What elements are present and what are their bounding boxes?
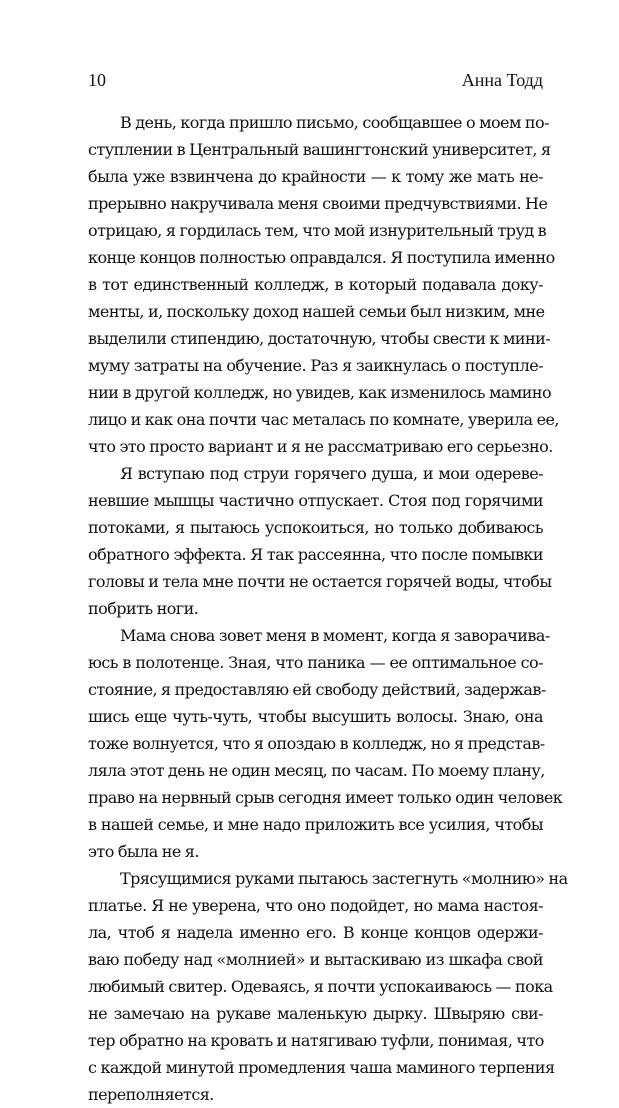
text-line: В день, когда пришло письмо, сообщавшее о моем по-	[120, 113, 549, 132]
text-line: право на нервный срыв сегодня имеет только один человек	[88, 788, 563, 807]
paragraph	[88, 865, 568, 1108]
running-header	[88, 68, 543, 92]
text-line: ваю победу над «молнией» и вытаскиваю из шкафа свой	[88, 950, 543, 969]
text-line: шись еще чуть-чуть, чтобы высушить волосы. Знаю, она	[88, 707, 543, 726]
text-line: юсь в полотенце. Зная, что паника — ее оптимальное со-	[88, 653, 543, 672]
paragraph	[88, 622, 563, 865]
body-text	[88, 109, 568, 1108]
text-line: это была не я.	[88, 842, 199, 861]
text-line: переполняется.	[88, 1085, 214, 1104]
text-line: конце концов полностью оправдался. Я поступила именно	[88, 248, 555, 267]
text-line: Мама снова зовет меня в момент, когда я заворачива-	[120, 626, 550, 645]
text-line: ляла этот день не один месяц, по часам. По моему плану,	[88, 761, 545, 780]
text-line: была уже взвинчена до крайности — к тому же мать не-	[88, 167, 543, 186]
text-line: менты, и, поскольку доход нашей семьи был низким, мне	[88, 302, 545, 321]
text-line: платье. Я не уверена, что оно подойдет, но мама настоя-	[88, 896, 543, 915]
text-line: муму затраты на обучение. Раз я заикнулась о поступле-	[88, 356, 543, 375]
paragraph	[88, 460, 552, 622]
text-line: прерывно накручивала меня своими предчувствиями. Не	[88, 194, 548, 213]
text-line: в тот единственный колледж, в который подавала доку-	[88, 275, 543, 294]
text-line: побрить ноги.	[88, 599, 199, 618]
paragraph	[88, 109, 559, 460]
text-line: тер обратно на кровать и натягиваю туфли, понимая, что	[88, 1031, 544, 1050]
text-line: потоками, я пытаюсь успокоиться, но только добиваюсь	[88, 518, 543, 537]
text-line: обратного эффекта. Я так рассеянна, что после помывки	[88, 545, 543, 564]
page-number: 10	[88, 70, 106, 90]
text-line: с каждой минутой промедления чаша маминого терпения	[88, 1058, 555, 1077]
text-line: невшие мышцы частично отпускает. Стоя под горячими	[88, 491, 543, 510]
text-line: ла, чтоб я надела именно его. В конце концов одержи-	[88, 923, 543, 942]
text-line: Трясущимися руками пытаюсь застегнуть «молнию» на	[120, 869, 568, 888]
text-line: любимый свитер. Одеваясь, я почти успокаиваюсь — пока	[88, 977, 553, 996]
text-line: Я вступаю под струи горячего душа, и мои одереве-	[120, 464, 543, 483]
text-line: в нашей семье, и мне надо приложить все усилия, чтобы	[88, 815, 543, 834]
text-line: что это просто вариант и я не рассматриваю его серьезно.	[88, 437, 553, 456]
text-line: тоже волнуется, что я опоздаю в колледж, но я представ-	[88, 734, 545, 753]
text-line: выделили стипендию, достаточную, чтобы свести к мини-	[88, 329, 551, 348]
text-line: стояние, я предоставляю ей свободу действий, задержав-	[88, 680, 546, 699]
author-name: Анна Тодд	[461, 70, 543, 90]
text-line: головы и тела мне почти не остается горячей воды, чтобы	[88, 572, 552, 591]
text-line: ступлении в Центральный вашингтонский университет, я	[88, 140, 551, 159]
text-line: не замечаю на рукаве маленькую дырку. Швыряю сви-	[88, 1004, 543, 1023]
text-line: лицо и как она почти час металась по комнате, уверила ее,	[88, 410, 559, 429]
text-line: нии в другой колледж, но увидев, как изменилось мамино	[88, 383, 552, 402]
text-line: отрицаю, я гордилась тем, что мой изнурительный труд в	[88, 221, 547, 240]
